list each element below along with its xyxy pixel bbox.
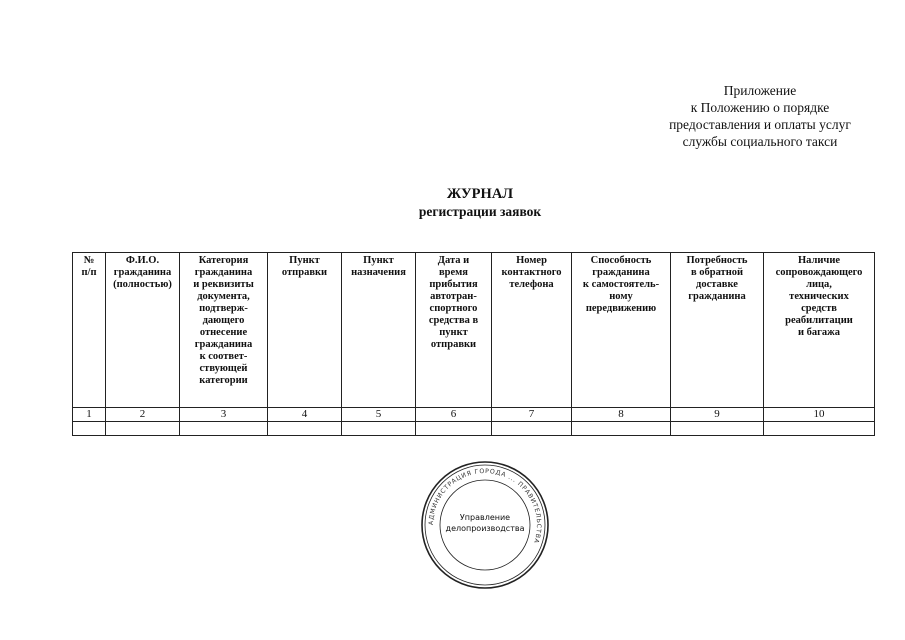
title-main: ЖУРНАЛ bbox=[446, 186, 514, 202]
appendix-line-3: предоставления и оплаты услуг bbox=[669, 117, 851, 132]
header-cell-phone: Номер контактного телефона bbox=[492, 253, 572, 408]
empty-cell bbox=[671, 422, 764, 436]
header-cell-mobility: Способность гражданина к самостоятель- ному передвижению bbox=[572, 253, 671, 408]
header-cell-destination: Пункт назначения bbox=[342, 253, 416, 408]
stamp-center-line-2: делопроизводства bbox=[445, 524, 525, 533]
empty-cell bbox=[106, 422, 180, 436]
empty-cell bbox=[492, 422, 572, 436]
column-number: 7 bbox=[492, 408, 572, 422]
header-cell-number: № п/п bbox=[73, 253, 106, 408]
column-number: 5 bbox=[342, 408, 416, 422]
column-number-row bbox=[73, 408, 875, 422]
empty-cell bbox=[764, 422, 875, 436]
appendix-line-2: к Положению о порядке bbox=[690, 100, 830, 115]
empty-cell bbox=[416, 422, 492, 436]
empty-cell bbox=[268, 422, 342, 436]
appendix-block bbox=[640, 82, 880, 150]
header-row bbox=[73, 253, 875, 408]
column-number: 1 bbox=[73, 408, 106, 422]
appendix-line-1: Приложение bbox=[723, 83, 797, 98]
stamp-center-line-1: Управление bbox=[459, 513, 511, 522]
empty-cell bbox=[180, 422, 268, 436]
empty-cell bbox=[73, 422, 106, 436]
official-stamp bbox=[420, 460, 550, 590]
registration-journal-table bbox=[72, 252, 875, 436]
column-number: 3 bbox=[180, 408, 268, 422]
empty-cell bbox=[342, 422, 416, 436]
header-cell-return-delivery: Потребность в обратной доставке гражданина bbox=[671, 253, 764, 408]
header-cell-category: Категория гражданина и реквизиты документа, подтверж- дающего отнесение гражданина к соответ- ствующей категории bbox=[180, 253, 268, 408]
header-cell-escort-luggage: Наличие сопровождающего лица, технических средств реабилитации и багажа bbox=[764, 253, 875, 408]
empty-cell bbox=[572, 422, 671, 436]
stamp-ring-text: АДМИНИСТРАЦИЯ ГОРОДА ... ПРАВИТЕЛЬСТВА bbox=[427, 467, 543, 545]
column-number: 6 bbox=[416, 408, 492, 422]
header-cell-departure: Пункт отправки bbox=[268, 253, 342, 408]
header-cell-arrival-datetime: Дата и время прибытия автотран- спортного средства в пункт отправки bbox=[416, 253, 492, 408]
document-title bbox=[380, 186, 580, 220]
appendix-line-4: службы социального такси bbox=[682, 134, 838, 149]
column-number: 4 bbox=[268, 408, 342, 422]
header-cell-name: Ф.И.О. гражданина (полностью) bbox=[106, 253, 180, 408]
column-number: 9 bbox=[671, 408, 764, 422]
column-number: 2 bbox=[106, 408, 180, 422]
empty-row bbox=[73, 422, 875, 436]
title-sub: регистрации заявок bbox=[418, 204, 542, 219]
column-number: 8 bbox=[572, 408, 671, 422]
column-number: 10 bbox=[764, 408, 875, 422]
